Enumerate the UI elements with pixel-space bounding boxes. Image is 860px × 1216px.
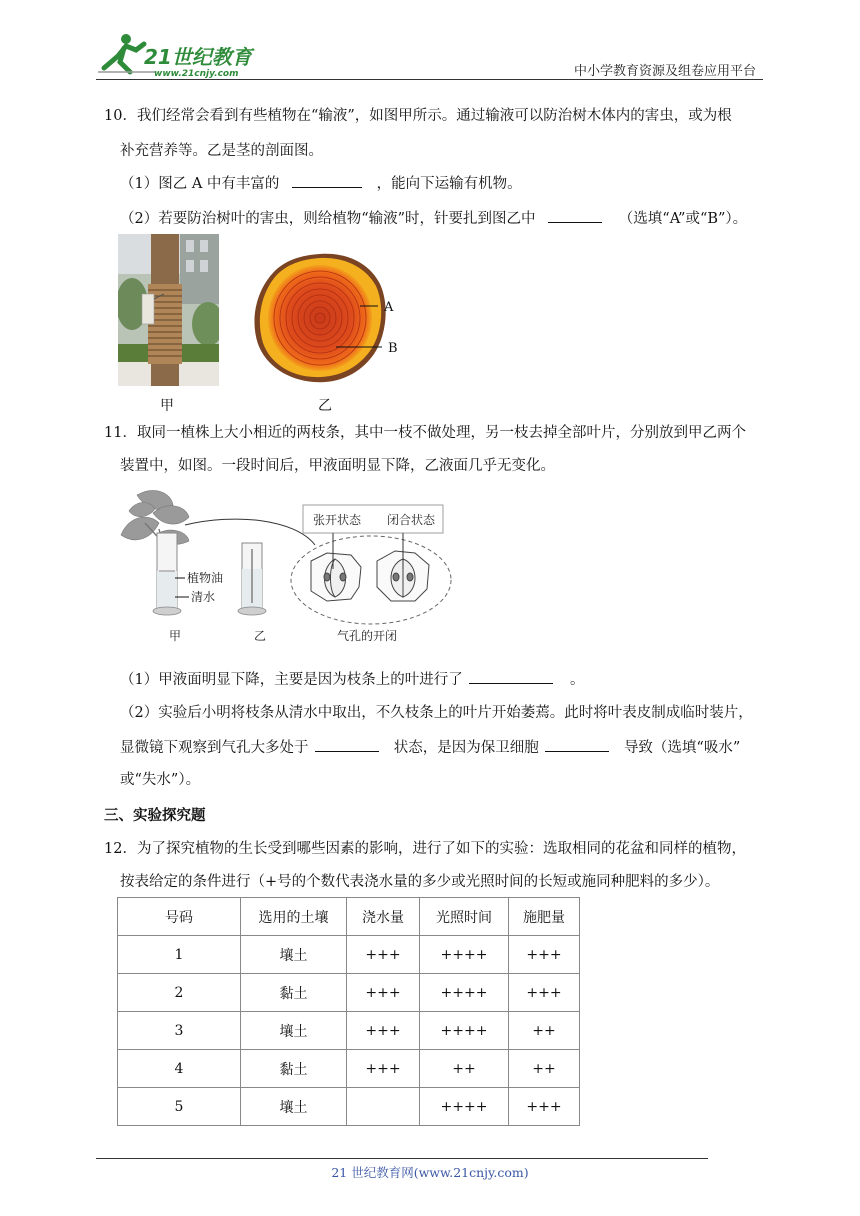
q11-sub2-line3: 或“失水”）。 bbox=[120, 772, 201, 788]
q11-stem-line2: 装置中，如图。一段时间后，甲液面明显下降，乙液面几乎无变化。 bbox=[120, 458, 555, 474]
q11-sub2-text-a: 显微镜下观察到气孔大多处于 bbox=[120, 740, 309, 756]
q11-stem-line1: 11．取同一植株上大小相近的两枝条，其中一枝不做处理，另一枝去掉全部叶片，分别放到甲乙两个 bbox=[104, 425, 746, 441]
q10-sub1-suffix: ，能向下运输有机物。 bbox=[376, 176, 522, 192]
caption-jia: 甲 bbox=[160, 398, 174, 414]
q11-sub1 bbox=[120, 669, 584, 690]
q10-stem-line2: 补充营养等。乙是茎的剖面图。 bbox=[120, 143, 323, 159]
table-header-cell: 施肥量 bbox=[509, 898, 580, 936]
stem-cross-section-diagram bbox=[248, 248, 406, 388]
table-cell: 1 bbox=[118, 936, 241, 974]
q11-sub1-suffix: 。 bbox=[569, 672, 585, 688]
table-cell: ++ bbox=[509, 1012, 580, 1050]
table-cell: ++ bbox=[509, 1050, 580, 1088]
table-cell: +++ bbox=[347, 1050, 420, 1088]
footer-divider bbox=[96, 1158, 708, 1159]
table-cell: 黏土 bbox=[241, 974, 347, 1012]
q12-stem-line1: 12．为了探究植物的生长受到哪些因素的影响，进行了如下的实验：选取相同的花盆和同样的植物， bbox=[104, 841, 746, 857]
q11-sub2-text-c: 导致（选填“吸水” bbox=[623, 740, 741, 756]
table-row bbox=[118, 936, 580, 974]
table-header-cell: 选用的土壤 bbox=[241, 898, 347, 936]
q10-sub1-prefix: （1）图乙 A 中有丰富的 bbox=[120, 176, 280, 192]
label-tube-yi: 乙 bbox=[254, 629, 267, 643]
table-row bbox=[118, 1012, 580, 1050]
label-b: B bbox=[388, 341, 398, 356]
table-header-cell: 光照时间 bbox=[420, 898, 509, 936]
site-logo bbox=[96, 30, 266, 80]
table-cell: 黏土 bbox=[241, 1050, 347, 1088]
experiment-conditions-table bbox=[117, 897, 580, 1126]
table-cell: ++++ bbox=[420, 974, 509, 1012]
table-cell: 5 bbox=[118, 1088, 241, 1126]
q10-sub1-answer-blank[interactable] bbox=[292, 173, 362, 188]
table-header-row bbox=[118, 898, 580, 936]
table-cell: +++ bbox=[347, 936, 420, 974]
logo-main-text: 21世纪教育 bbox=[144, 45, 252, 69]
table-cell: 2 bbox=[118, 974, 241, 1012]
table-cell: +++ bbox=[347, 1012, 420, 1050]
label-stomata-caption: 气孔的开闭 bbox=[337, 629, 398, 643]
table-cell: 壤土 bbox=[241, 1012, 347, 1050]
table-cell: ++ bbox=[420, 1050, 509, 1088]
table-cell: ++++ bbox=[420, 1088, 509, 1126]
table-header-cell: 号码 bbox=[118, 898, 241, 936]
table-row bbox=[118, 974, 580, 1012]
table-cell: +++ bbox=[509, 974, 580, 1012]
q10-stem-line1: 10．我们经常会看到有些植物在“输液”，如图甲所示。通过输液可以防治树木体内的害虫，或为根 bbox=[104, 108, 732, 124]
q11-sub1-answer-blank[interactable] bbox=[469, 669, 553, 684]
table-cell: ++++ bbox=[420, 936, 509, 974]
label-plant-oil: 植物油 bbox=[187, 571, 224, 585]
table-cell: 壤土 bbox=[241, 936, 347, 974]
q11-sub2-text-b: 状态，是因为保卫细胞 bbox=[393, 740, 539, 756]
table-cell: 壤土 bbox=[241, 1088, 347, 1126]
logo-url-text: www.21cnjy.com bbox=[154, 69, 239, 79]
q10-sub2-answer-blank[interactable] bbox=[548, 208, 602, 223]
label-closed-state: 闭合状态 bbox=[387, 513, 436, 527]
transpiration-apparatus-diagram bbox=[115, 483, 460, 655]
open-stoma-icon bbox=[311, 553, 361, 601]
table-row bbox=[118, 1050, 580, 1088]
q11-sub2-blank-state[interactable] bbox=[315, 737, 379, 752]
q10-sub2-prefix: （2）若要防治树叶的害虫，则给植物“输液”时，针要扎到图乙中 bbox=[120, 211, 536, 227]
table-row bbox=[118, 1088, 580, 1126]
tree-infusion-photo bbox=[118, 234, 219, 386]
table-cell: +++ bbox=[509, 1088, 580, 1126]
caption-yi: 乙 bbox=[318, 398, 332, 414]
header-divider bbox=[96, 79, 763, 80]
q11-sub2-line2 bbox=[120, 737, 740, 758]
section-title: 三、实验探究题 bbox=[104, 808, 206, 824]
q10-sub2-suffix: （选填“A”或“B”）。 bbox=[618, 211, 748, 227]
label-open-state: 张开状态 bbox=[313, 513, 362, 527]
table-cell: ++++ bbox=[420, 1012, 509, 1050]
q10-sub1 bbox=[120, 173, 522, 194]
q10-sub2 bbox=[120, 208, 747, 229]
table-cell: 3 bbox=[118, 1012, 241, 1050]
q11-sub1-prefix: （1）甲液面明显下降，主要是因为枝条上的叶进行了 bbox=[120, 672, 463, 688]
label-a: A bbox=[384, 300, 394, 315]
table-cell: +++ bbox=[509, 936, 580, 974]
table-header-cell: 浇水量 bbox=[347, 898, 420, 936]
footer-link[interactable]: 21 世纪教育网(www.21cnjy.com) bbox=[331, 1165, 529, 1180]
q11-sub2-line1: （2）实验后小明将枝条从清水中取出，不久枝条上的叶片开始萎蔫。此时将叶表皮制成临时装片， bbox=[120, 705, 753, 721]
runner-logo-icon bbox=[96, 30, 266, 80]
platform-name: 中小学教育资源及组卷应用平台 bbox=[573, 64, 756, 79]
label-clear-water: 清水 bbox=[191, 590, 216, 604]
q11-sub2-blank-cause[interactable] bbox=[545, 737, 609, 752]
table-cell: 4 bbox=[118, 1050, 241, 1088]
table-cell-blank[interactable] bbox=[347, 1088, 420, 1126]
label-tube-jia: 甲 bbox=[169, 629, 182, 643]
table-cell: +++ bbox=[347, 974, 420, 1012]
q12-stem-line2: 按表给定的条件进行（+号的个数代表浇水量的多少或光照时间的长短或施同种肥料的多少）。 bbox=[120, 874, 720, 890]
